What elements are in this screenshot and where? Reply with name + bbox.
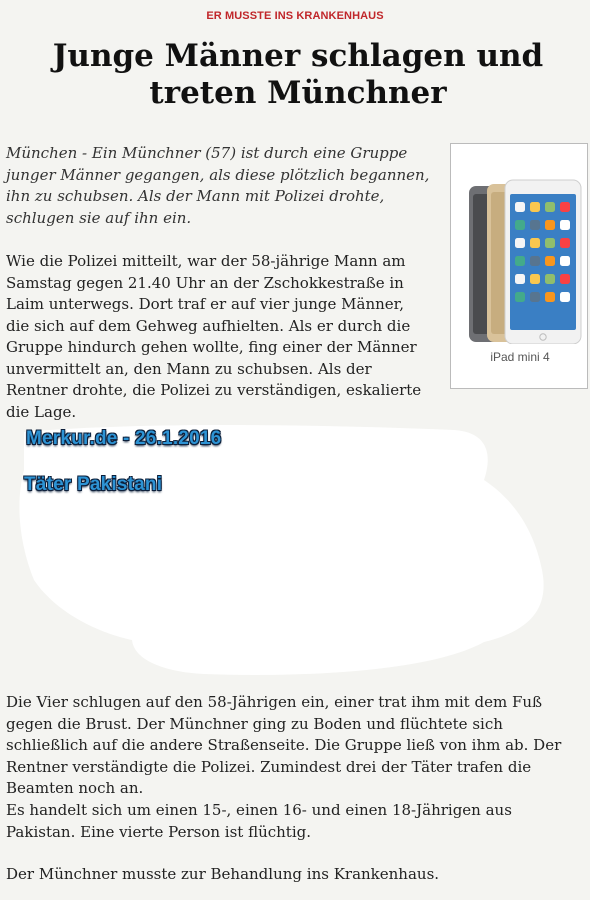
app-icon	[530, 256, 540, 266]
article-paragraph-3: Es handelt sich um einen 15-, einen 16- und einen 18-Jährigen aus Pakistan. Eine vierte Person ist flüchtig.	[6, 801, 512, 841]
app-icon	[560, 256, 570, 266]
app-icon	[515, 220, 525, 230]
article-paragraph-4: Der Münchner musste zur Behandlung ins Krankenhaus.	[6, 865, 440, 883]
ipad-ad-banner[interactable]	[450, 143, 588, 389]
app-icon	[545, 256, 555, 266]
ad-label	[451, 350, 587, 364]
app-icon	[515, 274, 525, 284]
app-icon	[560, 292, 570, 302]
app-icon	[530, 274, 540, 284]
ipad-illustration	[451, 144, 587, 344]
app-icon	[515, 256, 525, 266]
article-headline: Junge Männer schlagen und treten Münchner	[52, 38, 544, 111]
annotation-perpetrators: Täter Pakistani	[24, 474, 163, 495]
app-icon	[515, 292, 525, 302]
app-icon	[530, 292, 540, 302]
app-icon	[560, 238, 570, 248]
app-icon	[560, 202, 570, 212]
app-icon	[515, 238, 525, 248]
article-kicker: ER MUSSTE INS KRANKENHAUS	[206, 10, 384, 22]
article-lead: München - Ein Münchner (57) ist durch eine Gruppe junger Männer gegangen, als diese plötzlich begannen, ihn zu schubsen. Als der Mann mit Polizei drohte, schlugen sie auf ihn ein.	[6, 144, 430, 227]
annotation-source-date: Merkur.de - 26.1.2016	[26, 428, 222, 449]
app-icon	[545, 292, 555, 302]
article-paragraph-1: Wie die Polizei mitteilt, war der 58-jährige Mann am Samstag gegen 21.40 Uhr an der Zschokkestraße in Laim unterwegs. Dort traf er auf vier junge Männer, die sich auf dem Gehweg aufhielten. Als er durch die Gruppe hindurch gehen wollte, fing einer der Männer unvermittelt an, den Mann zu schubsen. Als der Rentner drohte, die Polizei zu verständigen, eskalierte die Lage.	[6, 252, 422, 421]
app-icon	[530, 202, 540, 212]
app-icon	[545, 202, 555, 212]
app-icon	[545, 274, 555, 284]
app-icon	[545, 238, 555, 248]
app-icon	[560, 274, 570, 284]
app-icon	[545, 220, 555, 230]
app-icon	[515, 202, 525, 212]
white-redaction-scribble	[14, 420, 574, 682]
redaction-shape	[19, 425, 543, 675]
article-paragraph-2: Die Vier schlugen auf den 58-Jährigen ein, einer trat ihm mit dem Fuß gegen die Brust. Der Münchner ging zu Boden und flüchtete sich schließlich auf die andere Straßenseite. Die Gruppe ließ von ihm ab. Der Rentner verständigte die Polizei. Zumindest drei der Täter trafen die Beamten noch an.	[6, 693, 562, 797]
app-icon	[530, 220, 540, 230]
app-icon	[530, 238, 540, 248]
app-icon	[560, 220, 570, 230]
ad-product-name: iPad mini 4	[490, 350, 550, 364]
